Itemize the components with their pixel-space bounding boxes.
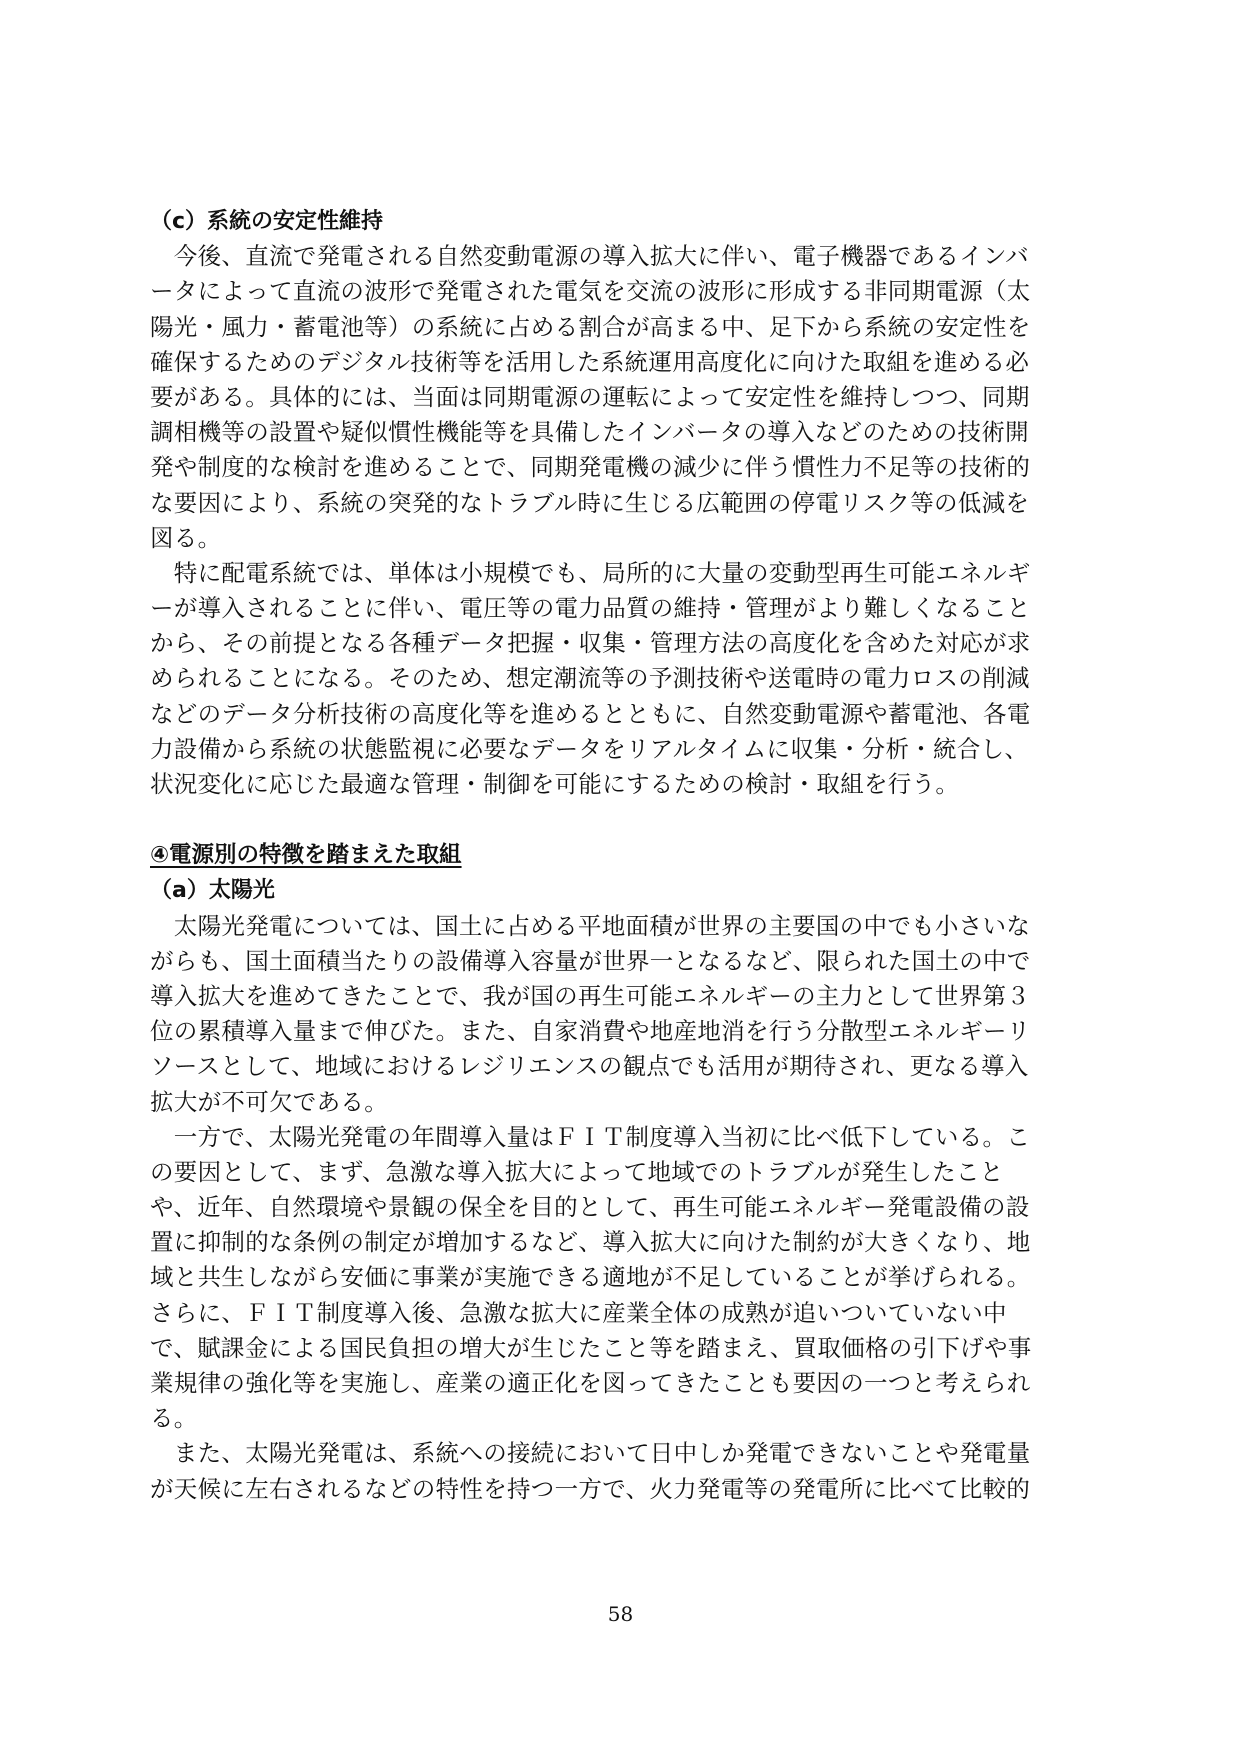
text-line: 太陽光発電については、国土に占める平地面積が世界の主要国の中でも小さいな xyxy=(150,911,1031,940)
text-line: が天候に左右されるなどの特性を持つ一方で、火力発電等の発電所に比べて比較的 xyxy=(150,1474,1031,1503)
text-line: な要因により、系統の突発的なトラブル時に生じる広範囲の停電リスク等の低減を xyxy=(150,488,1030,517)
paragraph xyxy=(150,909,1080,1120)
page-number: 58 xyxy=(607,1602,634,1626)
text-line: 拡大が不可欠である。 xyxy=(150,1087,388,1116)
text-line: で、賦課金による国民負担の増大が生じたこと等を踏まえ、買取価格の引下げや事 xyxy=(150,1333,1032,1362)
text-line: 位の累積導入量まで伸びた。また、自家消費や地産地消を行う分散型エネルギーリ xyxy=(150,1017,1031,1046)
text-line: 特に配電系統では、単体は小規模でも、局所的に大量の変動型再生可能エネルギ xyxy=(150,558,1031,587)
text-line: められることになる。そのため、想定潮流等の予測技術や送電時の電力ロスの削減 xyxy=(150,664,1030,693)
text-line: 要がある。具体的には、当面は同期電源の運転によって安定性を維持しつつ、同期 xyxy=(150,382,1030,411)
text-line: 陽光・風力・蓄電池等）の系統に占める割合が高まる中、足下から系統の安定性を xyxy=(150,312,1031,341)
text-line: 導入拡大を進めてきたことで、我が国の再生可能エネルギーの主力として世界第３ xyxy=(150,981,1031,1010)
text-line: や、近年、自然環境や景観の保全を目的として、再生可能エネルギー発電設備の設 xyxy=(150,1193,1030,1222)
text-line: 今後、直流で発電される自然変動電源の導入拡大に伴い、電子機器であるインバ xyxy=(150,242,1029,271)
text-line: 発や制度的な検討を進めることで、同期発電機の減少に伴う慣性力不足等の技術的 xyxy=(150,453,1031,482)
text-line: から、その前提となる各種データ把握・収集・管理方法の高度化を含めた対応が求 xyxy=(150,629,1031,658)
text-line: 一方で、太陽光発電の年間導入量はＦＩＴ制度導入当初に比べ低下している。こ xyxy=(150,1122,1031,1151)
text-line: 業規律の強化等を実施し、産業の適正化を図ってきたことも要因の一つと考えられ xyxy=(150,1369,1031,1397)
text-line: 図る。 xyxy=(150,523,222,552)
text-line: ソースとして、地域におけるレジリエンスの観点でも活用が期待され、更なる導入 xyxy=(150,1052,1029,1081)
text-line: 置に抑制的な条例の制定が増加するなど、導入拡大に向けた制約が大きくなり、地 xyxy=(150,1228,1031,1257)
section-heading-c: （c）系統の安定性維持 xyxy=(150,209,384,234)
text-line: さらに、ＦＩＴ制度導入後、急激な拡大に産業全体の成熟が追いついていない中 xyxy=(150,1298,1007,1327)
text-line: の要因として、まず、急激な導入拡大によって地域でのトラブルが発生したこと xyxy=(150,1157,1004,1186)
text-line: 力設備から系統の状態監視に必要なデータをリアルタイムに収集・分析・統合し、 xyxy=(150,734,1029,763)
paragraph xyxy=(150,239,1080,556)
text-line: る。 xyxy=(150,1404,198,1433)
text-line: ータによって直流の波形で発電された電気を交流の波形に形成する非同期電源（太 xyxy=(150,277,1031,306)
page-content xyxy=(150,204,1080,1507)
text-line: 域と共生しながら安価に事業が実施できる適地が不足していることが挙げられる。 xyxy=(150,1263,1031,1292)
text-line: 確保するためのデジタル技術等を活用した系統運用高度化に向けた取組を進める必 xyxy=(150,347,1030,376)
text-line: がらも、国土面積当たりの設備導入容量が世界一となるなど、限られた国土の中で xyxy=(150,946,1031,975)
text-line: 状況変化に応じた最適な管理・制御を可能にするための検討・取組を行う。 xyxy=(150,770,960,798)
text-line: また、太陽光発電は、系統への接続において日中しか発電できないことや発電量 xyxy=(150,1439,1031,1468)
section-heading-4: ④電源別の特徴を踏まえた取組 xyxy=(150,842,462,869)
text-line: ーが導入されることに伴い、電圧等の電力品質の維持・管理がより難しくなること xyxy=(150,594,1031,623)
text-line: などのデータ分析技術の高度化等を進めるとともに、自然変動電源や蓄電池、各電 xyxy=(150,699,1031,728)
section-heading-a: （a）太陽光 xyxy=(150,878,275,904)
paragraph xyxy=(150,556,1080,802)
paragraph xyxy=(150,1120,1080,1437)
text-line: 調相機等の設置や疑似慣性機能等を具備したインバータの導入などのための技術開 xyxy=(150,418,1029,447)
section-gap xyxy=(150,802,1080,838)
paragraph xyxy=(150,1436,1080,1506)
